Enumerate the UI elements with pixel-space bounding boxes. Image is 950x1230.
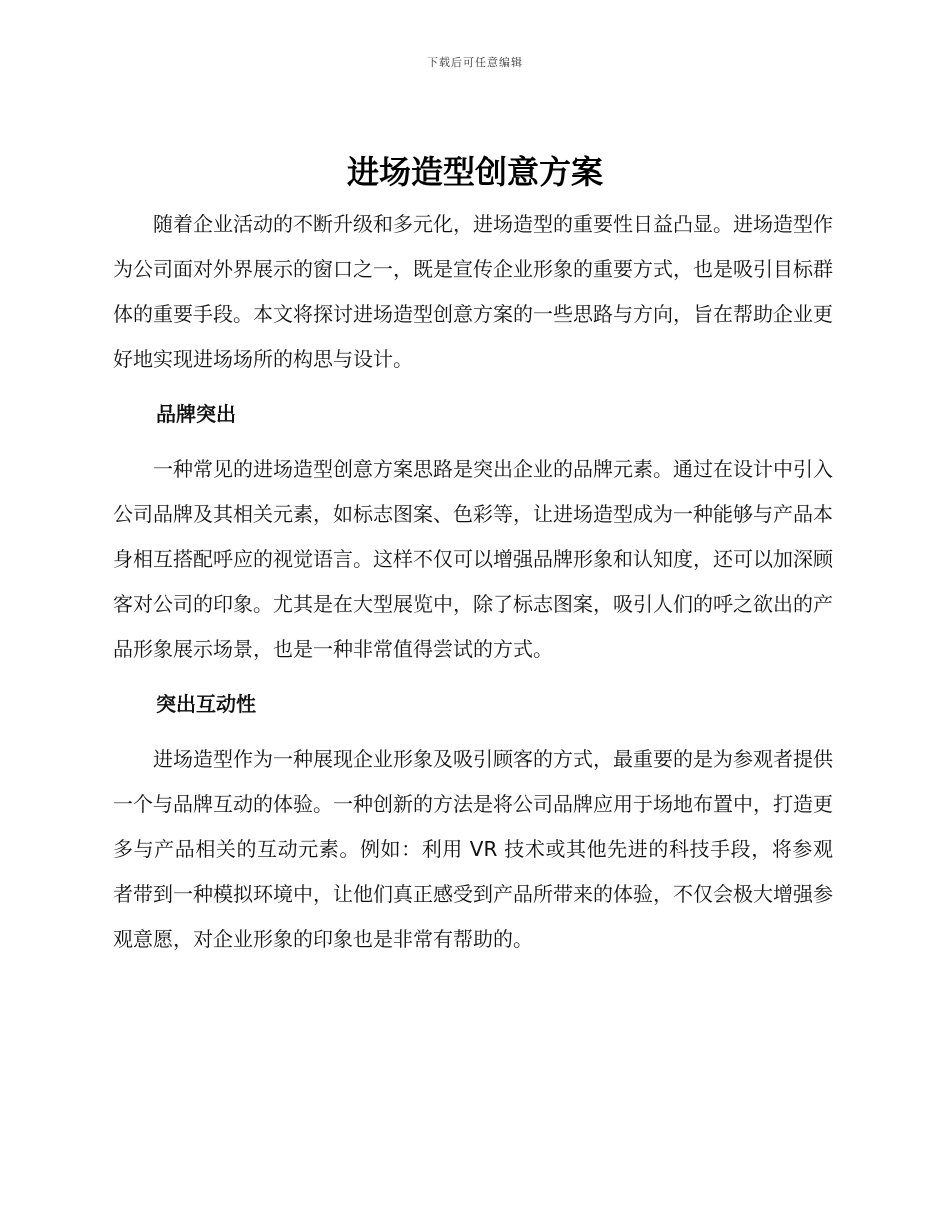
header-note: 下载后可任意编辑 (427, 56, 523, 69)
document-title: 进场造型创意方案 (346, 153, 603, 191)
section-heading-interaction: 突出互动性 (156, 692, 256, 716)
section-paragraph-brand: 一种常见的进场造型创意方案思路是突出企业的品牌元素。通过在设计中引入公司品牌及其相关元素，如标志图案、色彩等，让进场造型成为一种能够与产品本身相互搭配呼应的视觉语言。这样不仅可以增强品牌形象和认知度，还可以加深顾客对公司的印象。尤其是在大型展览中，除了标志图案，吸引人们的呼之欲出的产品形象展示场景，也是一种非常值得尝试的方式。 (113, 457, 833, 661)
section-heading-brand: 品牌突出 (156, 402, 236, 426)
intro-paragraph: 随着企业活动的不断升级和多元化，进场造型的重要性日益凸显。进场造型作为公司面对外界展示的窗口之一，既是宣传企业形象的重要方式，也是吸引目标群体的重要手段。本文将探讨进场造型创意方案的一些思路与方向，旨在帮助企业更好地实现进场场所的构思与设计。 (113, 212, 833, 371)
document-body (113, 202, 833, 962)
section-paragraph-interaction: 进场造型作为一种展现企业形象及吸引顾客的方式，最重要的是为参观者提供一个与品牌互动的体验。一种创新的方法是将公司品牌应用于场地布置中，打造更多与产品相关的互动元素。例如：利用 VR 技术或其他先进的科技手段，将参观者带到一种模拟环境中，让他们真正感受到产品所带来的体验，不仅会极大增强参观意愿，对企业形象的印象也是非常有帮助的。 (113, 747, 833, 951)
